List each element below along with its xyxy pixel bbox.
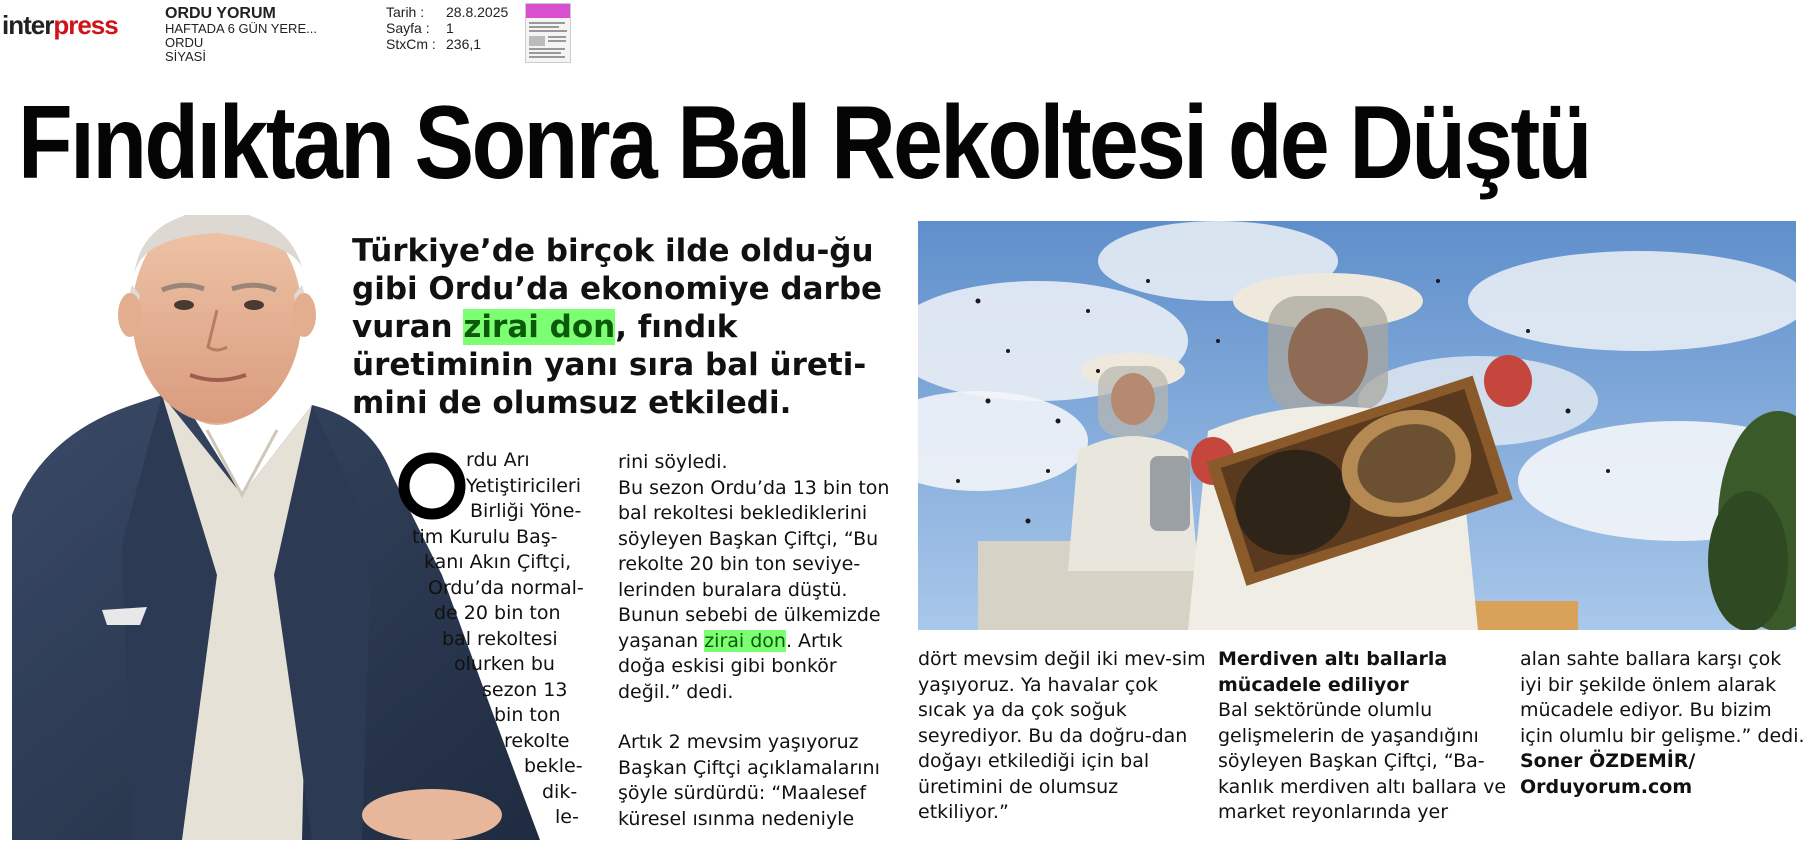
col1-line: rekolte [504, 729, 570, 752]
col2-para-3: Artık 2 mevsim yaşıyoruz Başkan Çiftçi açıklamalarını şöyle sürdürdü: “Maalesef küresel ısınma nedeniyle [618, 731, 880, 830]
publication-category: SİYASİ [165, 49, 206, 64]
publication-info [165, 6, 317, 64]
col1-line: Birliği Yöne- [470, 500, 582, 522]
subheading: Merdiven altı ballarla mücadele ediliyor [1218, 648, 1448, 696]
col2-highlight: zirai don [704, 629, 786, 652]
beekeepers-photo [918, 221, 1796, 630]
meta-row [386, 20, 508, 36]
logo-text: interpress [2, 10, 118, 40]
meta-key: Sayfa : [386, 20, 430, 36]
lead-text-end: , fındık üretiminin yanı sıra bal üreti-mini de olumsuz etkiledi. [352, 309, 867, 421]
column-3: dört mevsim değil iki mev-sim yaşıyoruz. Ya havalar çok sıcak ya da çok soğuk seyrediyor. Bu da doğru-dan doğayı etkilediği için bal üretimini de olumsuz etkiliyor.” [918, 648, 1206, 823]
page-thumbnail[interactable] [525, 3, 571, 63]
col1-line: Yetiştiricileri [466, 474, 582, 497]
column-5 [1520, 647, 1808, 800]
col5-text: alan sahte ballara karşı çok iyi bir şekilde önlem alarak mücadele ediyor. Bu bizim için olumlu bir gelişme.” dedi. [1520, 648, 1805, 747]
meta-key: Tarih : [386, 4, 425, 20]
col1-line: rdu Arı [466, 449, 530, 471]
col1-line: dik- [542, 780, 578, 803]
source-signature: Orduyorum.com [1520, 775, 1693, 798]
col2-para-2 [618, 476, 896, 706]
col1-line: kanı Akın Çiftçi, [424, 551, 572, 573]
meta-row [386, 36, 508, 52]
col1-line: olurken bu [454, 653, 555, 675]
dropcap [398, 452, 466, 520]
meta-value: 28.8.2025 [446, 4, 509, 20]
lead-highlight: zirai don [463, 309, 616, 345]
col1-line: Ordu’da normal- [428, 576, 584, 599]
publication-frequency: HAFTADA 6 GÜN YERE... [165, 21, 317, 36]
headline: Fındıktan Sonra Bal Rekoltesi de Düştü [18, 85, 1590, 201]
publication-city: ORDU [165, 35, 204, 50]
col1-line: tim Kurulu Baş- [412, 525, 558, 548]
interpress-logo [2, 10, 118, 41]
column-1 [412, 448, 612, 831]
column-2 [618, 450, 896, 857]
meta-value: 1 [446, 20, 454, 36]
col1-line: bin ton [494, 704, 561, 726]
publication-name: ORDU YORUM [165, 5, 276, 22]
col1-line: le- [555, 806, 579, 828]
meta-row [386, 4, 508, 20]
col1-line: sezon 13 [482, 678, 568, 701]
col4-text: Bal sektöründe olumlu gelişmelerin de yaşandığını söyleyen Başkan Çiftçi, “Ba-kanlık merdiven altı ballara ve market reyonlarında yer [1218, 699, 1507, 823]
col1-line: bal rekoltesi [442, 627, 558, 650]
col1-line: bekle- [524, 755, 583, 777]
clip-meta [386, 4, 508, 52]
lead-text: Türkiye’de birçok ilde oldu-ğu gibi Ordu’da ekonomiye darbe vuran [352, 233, 883, 345]
column-4 [1218, 647, 1506, 826]
author-signature: Soner ÖZDEMİR/ [1520, 750, 1696, 772]
col2-text-end: . Artık doğa eskisi gibi bonkör değil.” dedi. [618, 629, 843, 703]
meta-key: StxCm : [386, 36, 436, 52]
col1-line: de 20 bin ton [434, 602, 561, 624]
col2-para-1: rini söyledi. [618, 451, 728, 473]
col2-text: Bu sezon Ordu’da 13 bin ton bal rekoltesi beklediklerini söyleyen Başkan Çiftçi, “Bu rekolte 20 bin ton seviye-lerinden buralara düştü. Bunun sebebi de ülkemizde yaşanan [618, 476, 890, 652]
meta-value: 236,1 [446, 36, 482, 52]
lead-paragraph [352, 232, 907, 422]
